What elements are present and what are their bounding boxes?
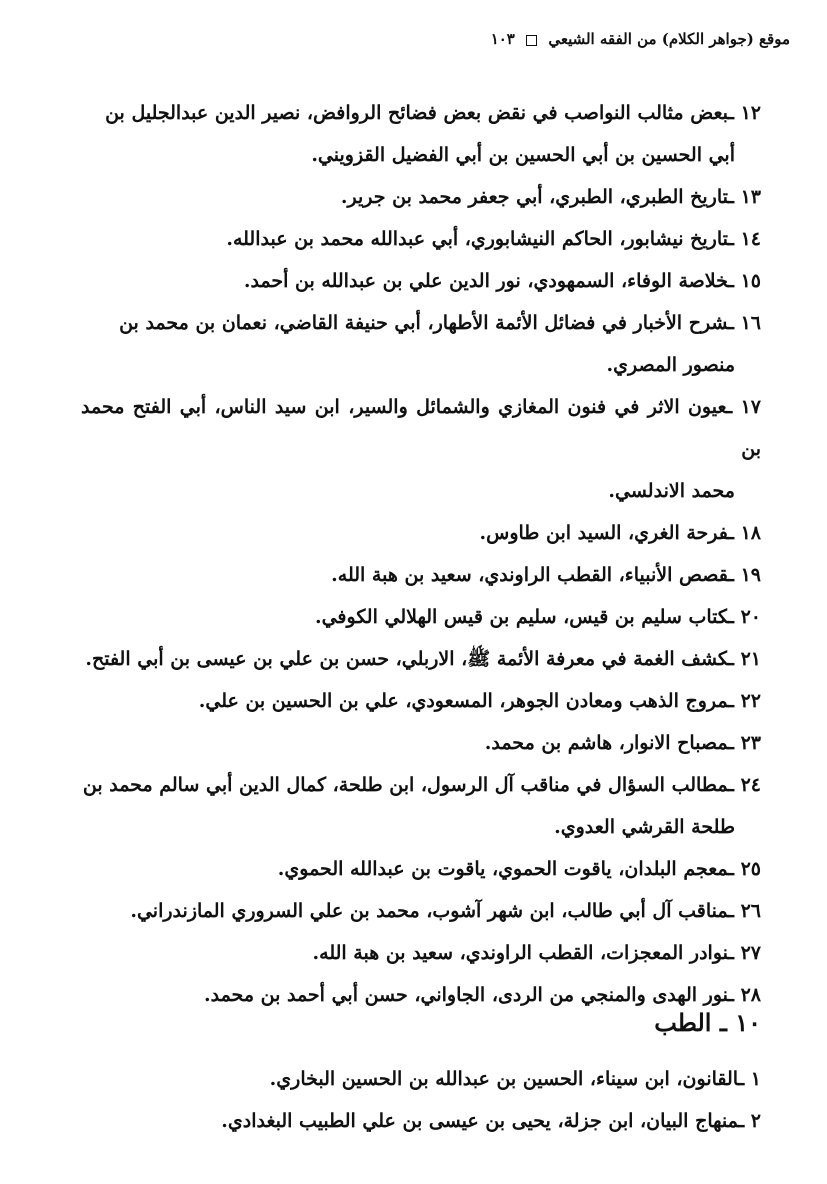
entry-dash: ـ: [728, 732, 741, 754]
entry-continuation-line: طلحة القرشي العدوي.: [554, 816, 735, 838]
entry-dash: ـ: [728, 522, 741, 544]
running-header: [491, 30, 790, 48]
list-item: [81, 386, 761, 512]
square-separator-icon: [526, 35, 537, 46]
entry-first-line: [81, 386, 761, 470]
entry-number: ١٥: [740, 270, 761, 292]
entry-text: مطالب السؤال في مناقب آل الرسول، ابن طلحة، كمال الدين أبي سالم محمد بن: [82, 774, 729, 796]
entry-first-line: [81, 1058, 761, 1100]
entry-dash: ـ: [728, 228, 741, 250]
entry-dash: ـ: [728, 270, 741, 292]
entry-number: ٢١: [740, 648, 761, 670]
entry-text: عيون الاثر في فنون المغازي والشمائل والسير، ابن سيد الناس، أبي الفتح محمد بن: [81, 396, 761, 460]
entry-first-line: [81, 302, 761, 344]
entry-first-line: [81, 680, 761, 722]
list-item: [81, 92, 761, 176]
entry-dash: ـ: [728, 984, 741, 1006]
entry-first-line: [81, 512, 761, 554]
entry-number: ١: [750, 1068, 761, 1090]
entry-dash: ـ: [728, 186, 741, 208]
entry-text: قصص الأنبياء، القطب الراوندي، سعيد بن هبة الله.: [331, 564, 729, 586]
entry-number: ٢: [750, 1110, 761, 1132]
entry-first-line: [81, 638, 761, 680]
entry-text: مصباح الانوار، هاشم بن محمد.: [484, 732, 729, 754]
entry-dash: ـ: [738, 1110, 751, 1132]
list-item: [81, 218, 761, 260]
entry-first-line: [81, 554, 761, 596]
entry-text: نور الهدى والمنجي من الردى، الجاواني، حسن أبي أحمد بن محمد.: [203, 984, 729, 1006]
entry-continuation-line: منصور المصري.: [606, 354, 735, 376]
list-item: [81, 1058, 761, 1100]
entry-first-line: [81, 1100, 761, 1142]
entry-first-line: [81, 218, 761, 260]
list-item: [81, 302, 761, 386]
list-item: [81, 680, 761, 722]
entry-dash: ـ: [728, 900, 741, 922]
entry-text: مناقب آل أبي طالب، ابن شهر آشوب، محمد بن علي السروري المازندراني.: [130, 900, 729, 922]
entry-first-line: [81, 932, 761, 974]
entry-first-line: [81, 722, 761, 764]
list-item: [81, 848, 761, 890]
entry-number: ٢٥: [740, 858, 761, 880]
entry-continuation-line: محمد الاندلسي.: [608, 480, 735, 502]
entry-number: ٢٨: [740, 984, 761, 1006]
entry-text: منهاج البيان، ابن جزلة، يحيى بن عيسى بن علي الطبيب البغدادي.: [221, 1110, 739, 1132]
entry-dash: ـ: [728, 774, 741, 796]
list-item: [81, 890, 761, 932]
list-item: [81, 932, 761, 974]
entry-first-line: [81, 260, 761, 302]
list-item: [81, 1100, 761, 1142]
entry-dash: ـ: [728, 942, 741, 964]
list-item: [81, 638, 761, 680]
entry-number: ١٧: [740, 396, 761, 418]
section-bibliography-list: [81, 1058, 761, 1142]
entry-dash: ـ: [728, 312, 741, 334]
entry-text: معجم البلدان، ياقوت الحموي، ياقوت بن عبدالله الحموي.: [277, 858, 729, 880]
entry-dash: ـ: [728, 648, 741, 670]
entry-text: خلاصة الوفاء، السمهودي، نور الدين علي بن عبدالله بن أحمد.: [243, 270, 729, 292]
entry-first-line: [81, 848, 761, 890]
list-item: [81, 554, 761, 596]
section-title: ١٠ ـ الطب: [654, 1008, 761, 1037]
entry-text: كتاب سليم بن قيس، سليم بن قيس الهلالي الكوفي.: [314, 606, 729, 628]
entry-number: ٢٦: [740, 900, 761, 922]
entry-first-line: [81, 92, 761, 134]
entry-first-line: [81, 890, 761, 932]
entry-dash: ـ: [728, 858, 741, 880]
entry-text: فرحة الغري، السيد ابن طاوس.: [479, 522, 729, 544]
entry-number: ١٦: [740, 312, 761, 334]
entry-number: ١٤: [740, 228, 761, 250]
entry-first-line: [81, 176, 761, 218]
list-item: [81, 764, 761, 848]
list-item: [81, 176, 761, 218]
entry-number: ١٩: [740, 564, 761, 586]
header-title: موقع (جواهر الكلام) من الفقه الشيعي: [548, 30, 790, 48]
entry-text: كشف الغمة في معرفة الأئمة ﷺ، الاربلي، حسن بن علي بن عيسى بن أبي الفتح.: [85, 648, 729, 670]
entry-text: مروج الذهب ومعادن الجوهر، المسعودي، علي بن الحسين بن علي.: [198, 690, 729, 712]
entry-dash: ـ: [738, 1068, 751, 1090]
entry-first-line: [81, 596, 761, 638]
list-item: [81, 260, 761, 302]
entry-text: بعض مثالب النواصب في نقض بعض فضائح الروافض، نصير الدين عبدالجليل بن: [105, 102, 729, 124]
bibliography-list: [81, 92, 761, 1016]
entry-number: ٢٤: [740, 774, 761, 796]
entry-number: ٢٠: [740, 606, 761, 628]
list-item: [81, 722, 761, 764]
entry-number: ٢٢: [740, 690, 761, 712]
entry-number: ١٨: [740, 522, 761, 544]
entry-dash: ـ: [728, 564, 741, 586]
entry-dash: ـ: [728, 606, 741, 628]
list-item: [81, 512, 761, 554]
entry-number: ١٣: [740, 186, 761, 208]
entry-continuation-line: أبي الحسين بن أبي الحسين بن أبي الفضيل القزويني.: [311, 144, 735, 166]
entry-first-line: [81, 764, 761, 806]
entry-dash: ـ: [726, 396, 741, 418]
entry-number: ٢٧: [740, 942, 761, 964]
entry-number: ٢٣: [740, 732, 761, 754]
entry-dash: ـ: [728, 690, 741, 712]
entry-text: تاريخ الطبري، الطبري، أبي جعفر محمد بن جرير.: [340, 186, 729, 208]
list-item: [81, 596, 761, 638]
entry-number: ١٢: [740, 102, 761, 124]
entry-text: شرح الأخبار في فضائل الأئمة الأطهار، أبي حنيفة القاضي، نعمان بن محمد بن: [119, 312, 729, 334]
entry-text: نوادر المعجزات، القطب الراوندي، سعيد بن هبة الله.: [312, 942, 729, 964]
entry-dash: ـ: [728, 102, 741, 124]
page-number: ١٠٣: [490, 30, 515, 48]
entry-text: تاريخ نيشابور، الحاكم النيشابوري، أبي عبدالله محمد بن عبدالله.: [226, 228, 729, 250]
entry-text: القانون، ابن سيناء، الحسين بن عبدالله بن الحسين البخاري.: [269, 1068, 739, 1090]
